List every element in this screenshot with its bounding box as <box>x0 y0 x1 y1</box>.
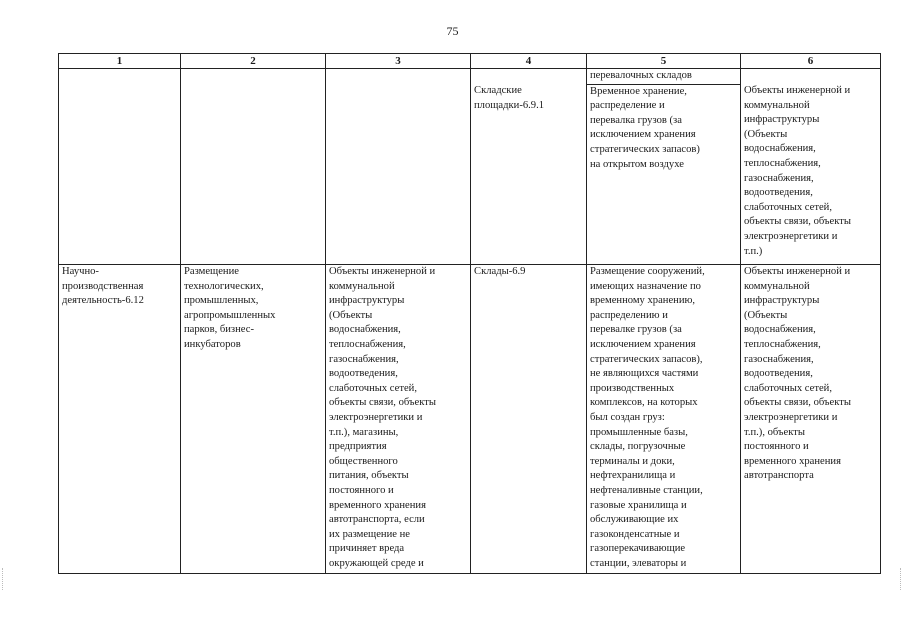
use-type-warehouse-sites: Складские площадки-6.9.1 <box>474 85 545 111</box>
land-use-table <box>58 53 881 574</box>
table-cell: Размещение сооружений, имеющих назначение по временному хранению, распределению и перевалке грузов (за исключением хранения стратегических запасов), не являющихся частями производственных комплексов, на которых был создан груз: промышленные базы, склады, погрузочные терминалы и доки, нефтехранилища и нефтеналивные станции, газовые хранилища и обслуживающие их газоконденсатные и газоперекачивающие станции, элеваторы и <box>587 265 741 574</box>
use-type-warehouses: Склады-6.9 <box>474 266 526 277</box>
table-cell: Размещение технологических, промышленных, агропромышленных парков, бизнес- инкубаторов <box>181 265 326 574</box>
column-header-5: 5 <box>587 54 741 69</box>
column-header-1: 1 <box>59 54 181 69</box>
table-row <box>59 69 881 265</box>
table-cell: перевалочных складов Временное хранение, распределение и перевалка грузов (за исключением хранения стратегических запасов) на открытом воздухе <box>587 69 741 265</box>
column-header-2: 2 <box>181 54 326 69</box>
table-cell: Объекты инженерной и коммунальной инфраструктуры (Объекты водоснабжения, теплоснабжения, газоснабжения, водоотведения, слаботочных сетей, объекты связи, объекты электроэнергетики и т.п.), объекты постоянного и временного хранения автотранспорта <box>741 265 881 574</box>
use-type-research-production: Научно- производственная деятельность-6.12 <box>62 266 144 307</box>
scan-margin-mark <box>2 568 5 590</box>
table-cell <box>326 69 471 265</box>
table-cell <box>181 69 326 265</box>
table-cell: Объекты инженерной и коммунальной инфраструктуры (Объекты водоснабжения, теплоснабжения, газоснабжения, водоотведения, слаботочных сетей, объекты связи, объекты электроэнергетики и т.п.) <box>741 69 881 265</box>
column-header-4: 4 <box>471 54 587 69</box>
table-cell <box>59 69 181 265</box>
continued-text: перевалочных складов <box>587 69 740 85</box>
table-cell <box>471 265 587 574</box>
scan-margin-mark <box>900 568 903 590</box>
table-row <box>59 265 881 574</box>
table-cell <box>59 265 181 574</box>
page-number: 75 <box>446 24 459 38</box>
table-cell: Объекты инженерной и коммунальной инфраструктуры (Объекты водоснабжения, теплоснабжения, газоснабжения, водоотведения, слаботочных сетей, объекты связи, объекты электроэнергетики и т.п.), магазины, предприятия общественного питания, объекты постоянного и временного хранения автотранспорта, если их размещение не причиняет вреда окружающей среде и <box>326 265 471 574</box>
column-header-6: 6 <box>741 54 881 69</box>
header-row <box>59 54 881 69</box>
table-cell <box>471 69 587 265</box>
column-header-3: 3 <box>326 54 471 69</box>
